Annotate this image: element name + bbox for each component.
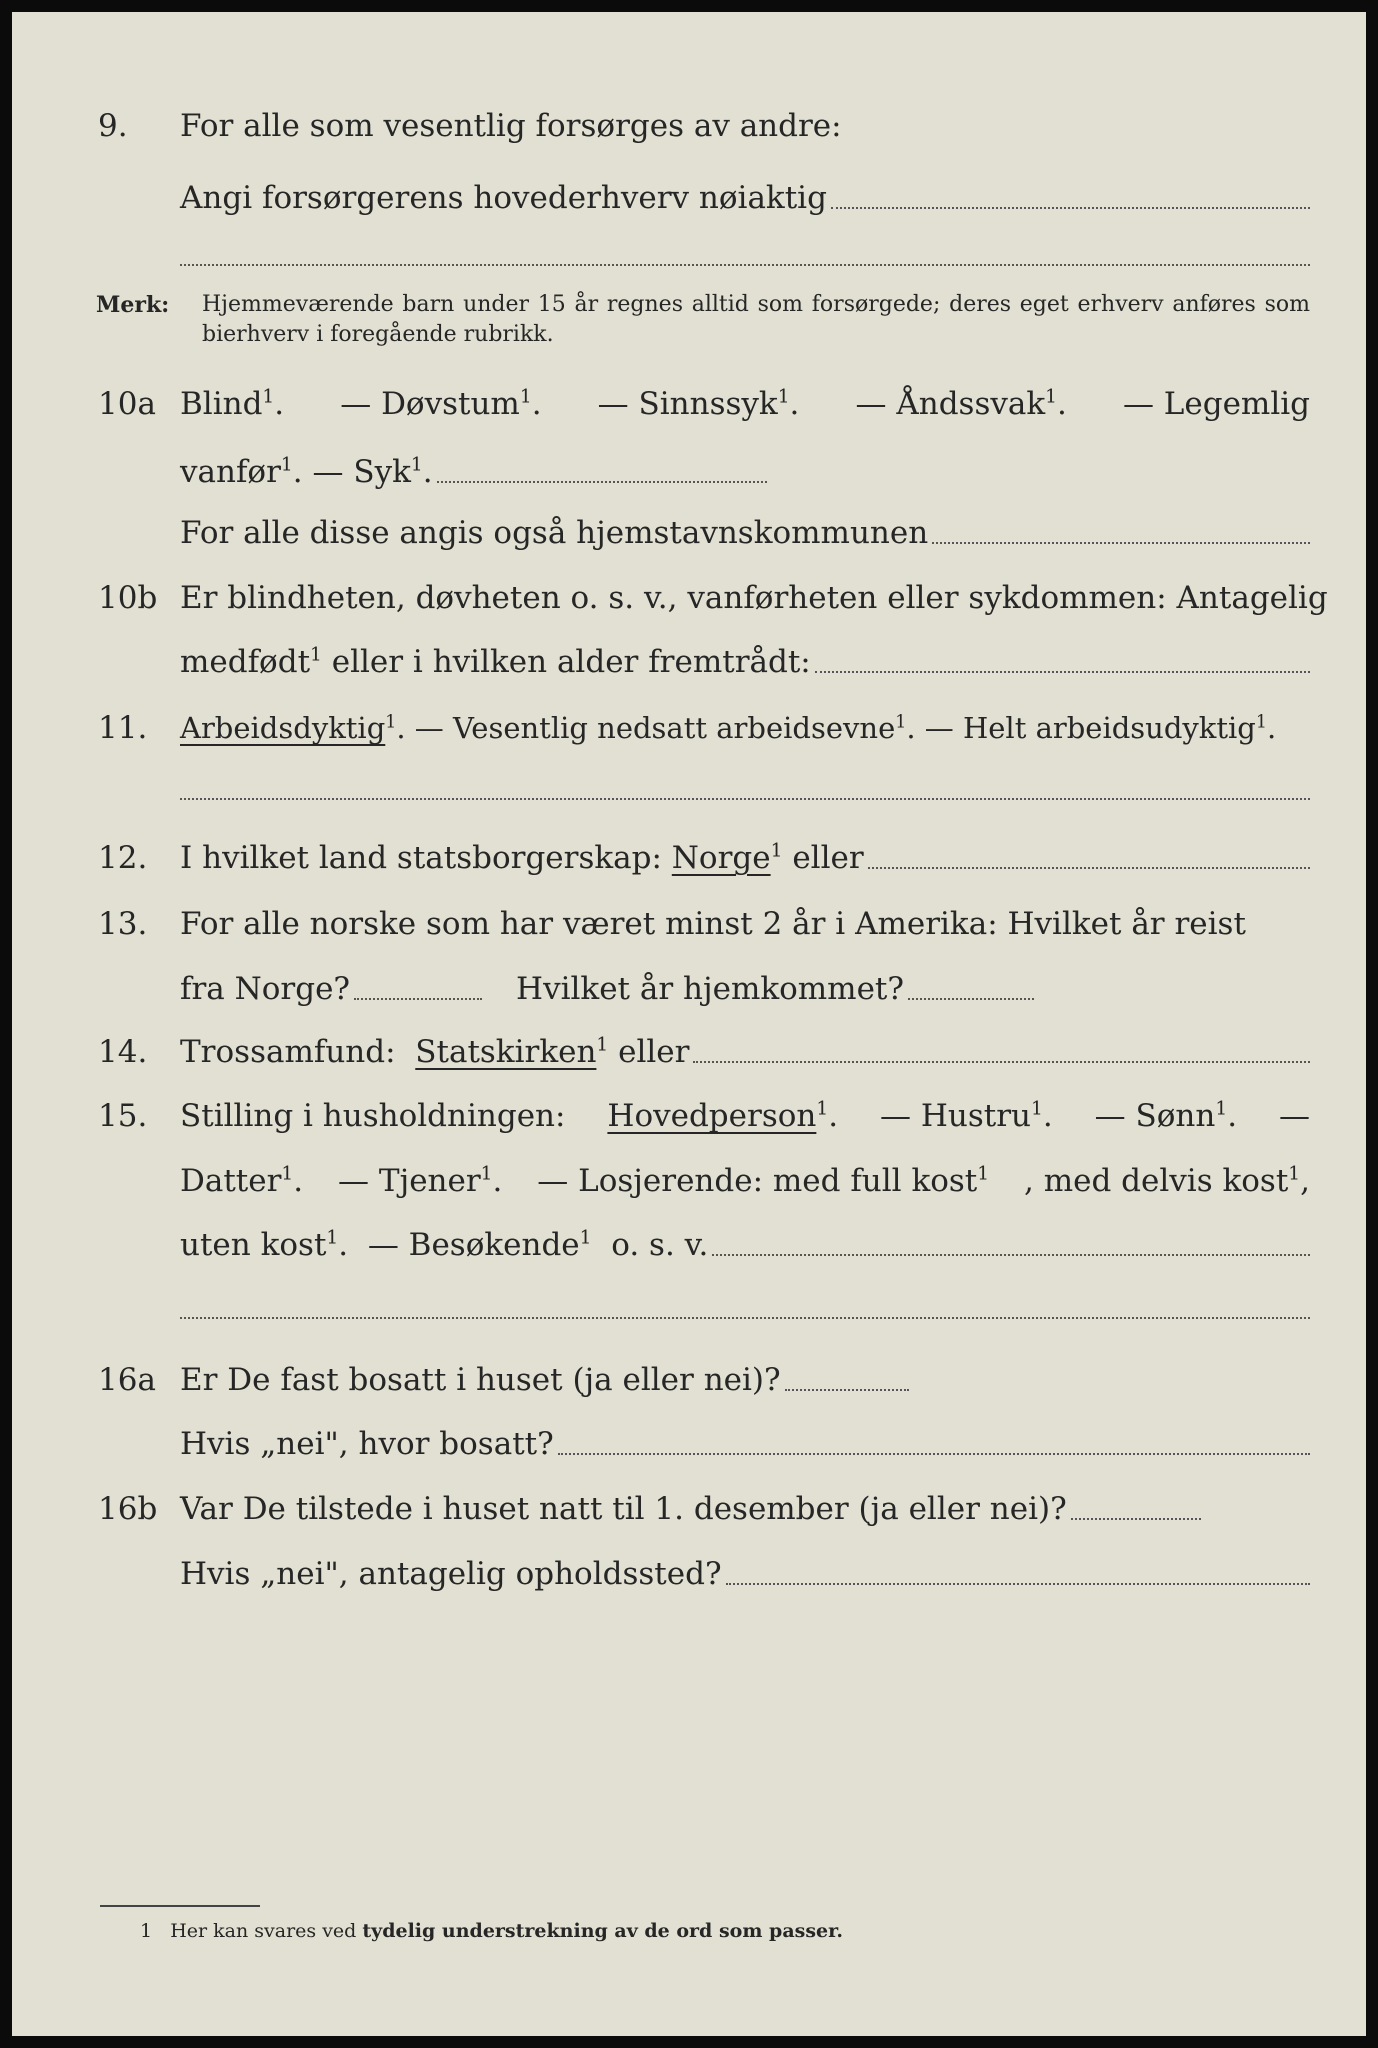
q15-line2	[12, 1161, 1366, 1201]
footnote-mark: 1	[140, 1920, 153, 1942]
option-medfodt[interactable]: medfødt$^1$	[180, 644, 322, 680]
q14-eller: eller	[618, 1034, 690, 1070]
footnote-text: Her kan svares ved	[170, 1920, 357, 1942]
option-sonn[interactable]: — Sønn$^1$.	[1094, 1098, 1238, 1134]
q16a-answer-line[interactable]	[785, 1389, 909, 1391]
q16b-opholdssted-answer-line[interactable]	[726, 1583, 1310, 1585]
q14-answer-line[interactable]	[693, 1061, 1310, 1063]
q10b-line2	[12, 642, 1366, 682]
q16b-line2	[12, 1554, 1366, 1594]
q10a-number: 10a	[98, 386, 156, 422]
q9-answer-line-2[interactable]	[180, 264, 1310, 266]
option-syk[interactable]: — Syk$^1$.	[312, 454, 433, 490]
q10a-syk-answer-line[interactable]	[437, 481, 767, 483]
q15-dash: —	[1278, 1098, 1310, 1134]
q10a-line1	[12, 384, 1366, 424]
q10a-hjemstavn-label: For alle disse angis også hjemstavnskommunen	[180, 515, 929, 551]
q13-line2	[12, 969, 1366, 1009]
option-vanfor[interactable]: vanfør$^1$.	[180, 454, 313, 490]
q16a-line1	[12, 1360, 1366, 1400]
q12-number: 12.	[98, 840, 148, 876]
q12-line	[12, 838, 1366, 878]
q10b-question: Er blindheten, døvheten o. s. v., vanførheten eller sykdommen: Antagelig	[180, 580, 1328, 616]
q15-osv: o. s. v.	[611, 1227, 709, 1263]
option-norge[interactable]: Norge$^1$	[671, 840, 783, 876]
q9-answer-line[interactable]	[831, 207, 1310, 209]
option-datter[interactable]: Datter$^1$.	[180, 1163, 304, 1199]
q14-question: Trossamfund:	[180, 1034, 396, 1070]
q13-hjemkommet-answer-line[interactable]	[908, 998, 1034, 1000]
footnote-rule	[100, 1905, 260, 1907]
q16b-number: 16b	[98, 1491, 158, 1527]
option-sinnssyk[interactable]: — Sinnssyk$^1$.	[597, 386, 800, 422]
q14-number: 14.	[98, 1034, 148, 1070]
option-helt-arbeidsudyktig[interactable]: — Helt arbeidsudyktig$^1$.	[924, 711, 1277, 745]
q10a-line3	[12, 513, 1366, 553]
q10a-line2	[12, 452, 1366, 492]
q16b-opholdssted-label: Hvis „nei", antagelig opholdssted?	[180, 1556, 722, 1592]
q13-number: 13.	[98, 906, 148, 942]
q16b-question: Var De tilstede i huset natt til 1. desember (ja eller nei)?	[180, 1491, 1067, 1527]
q13-reist-answer-line[interactable]	[354, 998, 482, 1000]
option-hovedperson[interactable]: Hovedperson$^1$.	[607, 1098, 839, 1134]
option-tjener[interactable]: — Tjener$^1$.	[338, 1163, 503, 1199]
option-blind[interactable]: Blind$^1$.	[180, 386, 285, 422]
option-dovstum[interactable]: — Døvstum$^1$.	[340, 386, 542, 422]
q14-line	[12, 1032, 1366, 1072]
q12-answer-line[interactable]	[868, 867, 1310, 869]
q9-instruction: Angi forsørgerens hovederhverv nøiaktig	[180, 180, 827, 216]
q9-line1	[12, 106, 1366, 146]
footnote-bold-text: tydelig understrekning av de ord som passer.	[362, 1920, 843, 1942]
q15-number: 15.	[98, 1098, 148, 1134]
option-hustru[interactable]: — Hustru$^1$.	[880, 1098, 1053, 1134]
q15-question: Stilling i husholdningen:	[180, 1098, 566, 1134]
merk-text: Hjemmeværende barn under 15 år regnes alltid som forsørgede; deres eget erhverv anføres som bierhverv i foregående rubrikk.	[202, 292, 1310, 347]
q10b-number: 10b	[98, 580, 158, 616]
q13-line1	[12, 904, 1366, 944]
option-arbeidsdyktig[interactable]: Arbeidsdyktig$^1$.	[180, 711, 415, 745]
q12-question: I hvilket land statsborgerskap:	[180, 840, 662, 876]
q16b-line1	[12, 1489, 1366, 1529]
q10b-answer-line[interactable]	[815, 671, 1310, 673]
q12-eller: eller	[792, 840, 864, 876]
q11-answer-line[interactable]	[180, 798, 1310, 800]
option-losjerende-full-kost[interactable]: — Losjerende: med full kost$^1$	[537, 1163, 990, 1199]
q16a-question: Er De fast bosatt i huset (ja eller nei)?	[180, 1362, 781, 1398]
q15-line3	[12, 1225, 1366, 1265]
census-form-page	[12, 12, 1366, 2036]
merk-label: Merk:	[96, 292, 170, 318]
q16b-answer-line[interactable]	[1071, 1518, 1201, 1520]
q16a-line2	[12, 1424, 1366, 1464]
option-legemlig[interactable]: — Legemlig	[1122, 386, 1310, 422]
q13-reist-label: fra Norge?	[180, 971, 351, 1007]
q10a-hjemstavn-answer-line[interactable]	[932, 542, 1310, 544]
q11-line	[12, 708, 1366, 748]
q9-number: 9.	[98, 108, 128, 144]
q13-hjemkommet-label: Hvilket år hjemkommet?	[516, 971, 905, 1007]
q10b-alder-label: eller i hvilken alder fremtrådt:	[331, 644, 811, 680]
q13-question: For alle norske som har været minst 2 år i Amerika: Hvilket år reist	[180, 906, 1246, 942]
q16a-bosatt-answer-line[interactable]	[558, 1453, 1310, 1455]
q15-answer-line[interactable]	[712, 1254, 1310, 1256]
footnote	[140, 1916, 843, 1946]
q16a-bosatt-label: Hvis „nei", hvor bosatt?	[180, 1426, 554, 1462]
option-uten-kost[interactable]: uten kost$^1$.	[180, 1227, 368, 1263]
option-losjerende-delvis-kost[interactable]: , med delvis kost$^1$,	[1024, 1163, 1310, 1199]
q9-question: For alle som vesentlig forsørges av andre:	[180, 108, 842, 144]
option-statskirken[interactable]: Statskirken$^1$	[415, 1034, 609, 1070]
option-andssvak[interactable]: — Åndssvak$^1$.	[855, 386, 1067, 422]
q15-answer-line-2[interactable]	[180, 1317, 1310, 1319]
option-vesentlig-nedsatt[interactable]: — Vesentlig nedsatt arbeidsevne$^1$.	[414, 711, 925, 745]
q16a-number: 16a	[98, 1362, 156, 1398]
option-besokende[interactable]: — Besøkende$^1$	[367, 1227, 592, 1263]
q9-line2	[12, 178, 1366, 218]
q10b-line1	[12, 578, 1366, 618]
q11-number: 11.	[98, 710, 148, 746]
q15-line1	[12, 1096, 1366, 1136]
